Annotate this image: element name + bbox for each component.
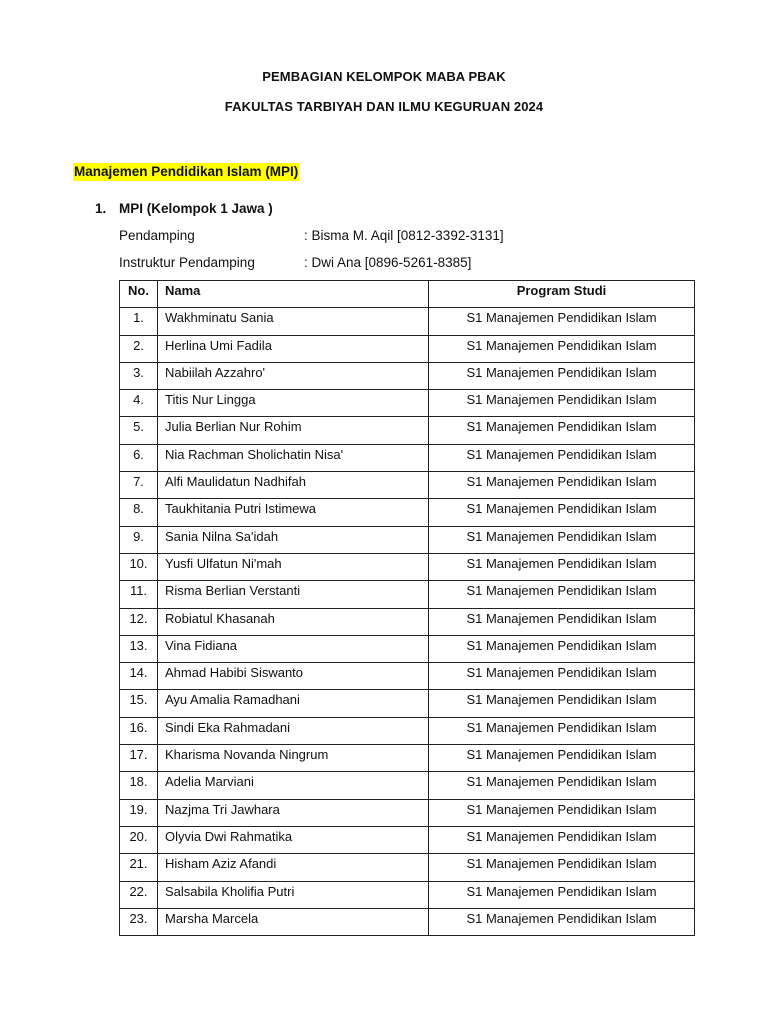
row-name: Kharisma Novanda Ningrum bbox=[158, 745, 429, 772]
instruktur-label: Instruktur Pendamping bbox=[119, 255, 255, 270]
row-name: Nazjma Tri Jawhara bbox=[158, 799, 429, 826]
table-row bbox=[120, 499, 695, 526]
row-program-studi: S1 Manajemen Pendidikan Islam bbox=[429, 908, 695, 935]
table-row bbox=[120, 772, 695, 799]
row-number: 4. bbox=[120, 390, 158, 417]
row-number: 8. bbox=[120, 499, 158, 526]
row-number: 14. bbox=[120, 663, 158, 690]
row-number: 23. bbox=[120, 908, 158, 935]
row-number: 7. bbox=[120, 472, 158, 499]
table-row bbox=[120, 362, 695, 389]
document-title: PEMBAGIAN KELOMPOK MABA PBAK bbox=[262, 69, 506, 84]
header-nama: Nama bbox=[158, 281, 429, 308]
group-name: MPI (Kelompok 1 Jawa ) bbox=[119, 201, 273, 216]
row-program-studi: S1 Manajemen Pendidikan Islam bbox=[429, 417, 695, 444]
members-table bbox=[119, 280, 695, 936]
table-header-row bbox=[120, 281, 695, 308]
row-name: Nia Rachman Sholichatin Nisa' bbox=[158, 444, 429, 471]
table-row bbox=[120, 608, 695, 635]
row-name: Robiatul Khasanah bbox=[158, 608, 429, 635]
table-row bbox=[120, 526, 695, 553]
row-program-studi: S1 Manajemen Pendidikan Islam bbox=[429, 881, 695, 908]
table-row bbox=[120, 826, 695, 853]
row-name: Marsha Marcela bbox=[158, 908, 429, 935]
pendamping-label: Pendamping bbox=[119, 228, 195, 243]
table-row bbox=[120, 472, 695, 499]
row-number: 22. bbox=[120, 881, 158, 908]
row-number: 18. bbox=[120, 772, 158, 799]
row-number: 13. bbox=[120, 635, 158, 662]
row-name: Hisham Aziz Afandi bbox=[158, 854, 429, 881]
row-name: Alfi Maulidatun Nadhifah bbox=[158, 472, 429, 499]
row-number: 15. bbox=[120, 690, 158, 717]
row-name: Herlina Umi Fadila bbox=[158, 335, 429, 362]
row-name: Julia Berlian Nur Rohim bbox=[158, 417, 429, 444]
row-program-studi: S1 Manajemen Pendidikan Islam bbox=[429, 826, 695, 853]
row-number: 5. bbox=[120, 417, 158, 444]
table-row bbox=[120, 581, 695, 608]
table-row bbox=[120, 417, 695, 444]
table-row bbox=[120, 854, 695, 881]
row-program-studi: S1 Manajemen Pendidikan Islam bbox=[429, 635, 695, 662]
pendamping-row bbox=[119, 228, 504, 243]
row-number: 11. bbox=[120, 581, 158, 608]
row-name: Sindi Eka Rahmadani bbox=[158, 717, 429, 744]
row-name: Titis Nur Lingga bbox=[158, 390, 429, 417]
row-name: Nabiilah Azzahro' bbox=[158, 362, 429, 389]
group-number: 1. bbox=[95, 201, 107, 216]
table-row bbox=[120, 908, 695, 935]
table-row bbox=[120, 390, 695, 417]
row-name: Taukhitania Putri Istimewa bbox=[158, 499, 429, 526]
row-number: 12. bbox=[120, 608, 158, 635]
row-name: Ahmad Habibi Siswanto bbox=[158, 663, 429, 690]
table-row bbox=[120, 635, 695, 662]
row-program-studi: S1 Manajemen Pendidikan Islam bbox=[429, 854, 695, 881]
row-program-studi: S1 Manajemen Pendidikan Islam bbox=[429, 390, 695, 417]
row-program-studi: S1 Manajemen Pendidikan Islam bbox=[429, 472, 695, 499]
table-body bbox=[120, 308, 695, 936]
table-row bbox=[120, 444, 695, 471]
table-row bbox=[120, 799, 695, 826]
row-number: 1. bbox=[120, 308, 158, 335]
row-program-studi: S1 Manajemen Pendidikan Islam bbox=[429, 526, 695, 553]
row-name: Salsabila Kholifia Putri bbox=[158, 881, 429, 908]
table-row bbox=[120, 553, 695, 580]
table-row bbox=[120, 745, 695, 772]
row-name: Wakhminatu Sania bbox=[158, 308, 429, 335]
row-name: Ayu Amalia Ramadhani bbox=[158, 690, 429, 717]
row-name: Sania Nilna Sa'idah bbox=[158, 526, 429, 553]
row-program-studi: S1 Manajemen Pendidikan Islam bbox=[429, 581, 695, 608]
row-program-studi: S1 Manajemen Pendidikan Islam bbox=[429, 772, 695, 799]
section-heading: Manajemen Pendidikan Islam (MPI) bbox=[74, 164, 299, 179]
row-program-studi: S1 Manajemen Pendidikan Islam bbox=[429, 608, 695, 635]
row-program-studi: S1 Manajemen Pendidikan Islam bbox=[429, 553, 695, 580]
row-number: 17. bbox=[120, 745, 158, 772]
group-heading bbox=[95, 201, 273, 216]
row-program-studi: S1 Manajemen Pendidikan Islam bbox=[429, 663, 695, 690]
row-program-studi: S1 Manajemen Pendidikan Islam bbox=[429, 799, 695, 826]
row-name: Adelia Marviani bbox=[158, 772, 429, 799]
table-row bbox=[120, 308, 695, 335]
row-program-studi: S1 Manajemen Pendidikan Islam bbox=[429, 308, 695, 335]
row-number: 10. bbox=[120, 553, 158, 580]
instruktur-row bbox=[119, 255, 471, 270]
row-program-studi: S1 Manajemen Pendidikan Islam bbox=[429, 444, 695, 471]
row-number: 19. bbox=[120, 799, 158, 826]
header-program-studi: Program Studi bbox=[429, 281, 695, 308]
row-number: 16. bbox=[120, 717, 158, 744]
row-name: Olyvia Dwi Rahmatika bbox=[158, 826, 429, 853]
row-program-studi: S1 Manajemen Pendidikan Islam bbox=[429, 335, 695, 362]
row-name: Vina Fidiana bbox=[158, 635, 429, 662]
row-program-studi: S1 Manajemen Pendidikan Islam bbox=[429, 690, 695, 717]
row-program-studi: S1 Manajemen Pendidikan Islam bbox=[429, 717, 695, 744]
row-number: 6. bbox=[120, 444, 158, 471]
row-program-studi: S1 Manajemen Pendidikan Islam bbox=[429, 745, 695, 772]
pendamping-value: : Bisma M. Aqil [0812-3392-3131] bbox=[304, 228, 504, 243]
table-row bbox=[120, 690, 695, 717]
row-number: 20. bbox=[120, 826, 158, 853]
row-number: 21. bbox=[120, 854, 158, 881]
row-program-studi: S1 Manajemen Pendidikan Islam bbox=[429, 362, 695, 389]
row-program-studi: S1 Manajemen Pendidikan Islam bbox=[429, 499, 695, 526]
row-name: Risma Berlian Verstanti bbox=[158, 581, 429, 608]
row-number: 2. bbox=[120, 335, 158, 362]
row-name: Yusfi Ulfatun Ni'mah bbox=[158, 553, 429, 580]
table-row bbox=[120, 881, 695, 908]
table-row bbox=[120, 335, 695, 362]
header-no: No. bbox=[120, 281, 158, 308]
table-row bbox=[120, 663, 695, 690]
table-row bbox=[120, 717, 695, 744]
row-number: 3. bbox=[120, 362, 158, 389]
document-subtitle: FAKULTAS TARBIYAH DAN ILMU KEGURUAN 2024 bbox=[224, 99, 544, 114]
row-number: 9. bbox=[120, 526, 158, 553]
instruktur-value: : Dwi Ana [0896-5261-8385] bbox=[304, 255, 472, 270]
